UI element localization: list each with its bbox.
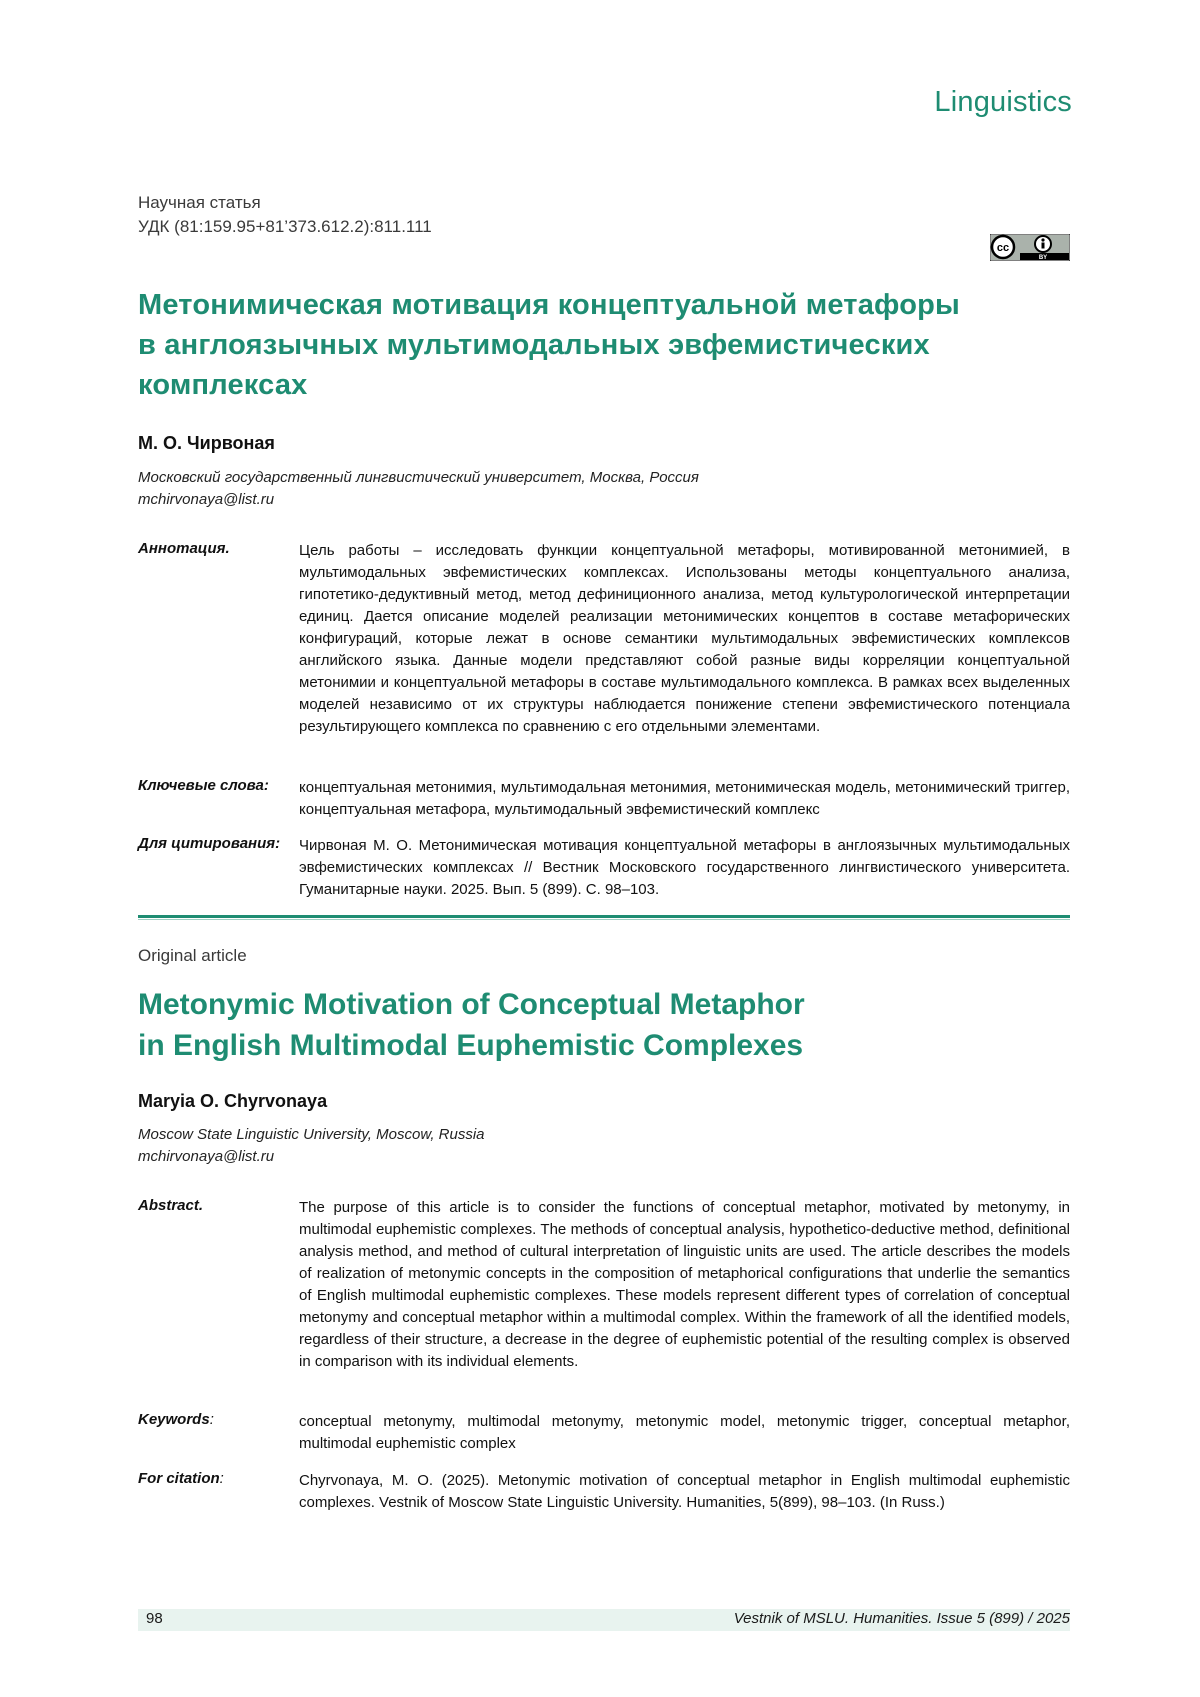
title-en-line-2: in English Multimodal Euphemistic Complexes [138, 1025, 803, 1066]
citation-en-label: For citation: [138, 1470, 224, 1487]
page-number: 98 [146, 1610, 163, 1627]
title-ru-line-1: Метонимическая мотивация концептуальной метафоры [138, 285, 960, 325]
cc-text: cc [997, 242, 1009, 254]
article-type-en: Original article [138, 946, 247, 966]
keywords-ru-row [138, 777, 1070, 823]
keywords-en-row [138, 1411, 1070, 1457]
email-en[interactable]: mchirvonaya@list.ru [138, 1146, 274, 1168]
title-ru-line-2: в англоязычных мультимодальных эвфемистических [138, 325, 930, 365]
abstract-ru-label: Аннотация. [138, 540, 230, 557]
author-en: Maryia O. Chyrvonaya [138, 1091, 327, 1112]
citation-ru-row [138, 835, 1070, 903]
citation-ru-label: Для цитирования: [138, 835, 280, 852]
article-type-ru: Научная статья [138, 193, 261, 213]
keywords-ru-label: Ключевые слова: [138, 777, 269, 794]
keywords-en-text: conceptual metonymy, multimodal metonymy, metonymic model, metonymic trigger, conceptual metaphor, multimodal euphemistic complex [299, 1411, 1070, 1455]
abstract-ru-row [138, 540, 1070, 760]
by-text: BY [1039, 255, 1047, 261]
abstract-en-row [138, 1197, 1070, 1409]
section-heading: Linguistics [934, 86, 1072, 119]
keywords-ru-text: концептуальная метонимия, мультимодальная метонимия, метонимическая модель, метонимический триггер, концептуальная метафора, мультимодальный эвфемистический комплекс [299, 777, 1070, 821]
citation-en-text: Chyrvonaya, M. O. (2025). Metonymic motivation of conceptual metaphor in English multimodal euphemistic complexes. Vestnik of Moscow State Linguistic University. Humanities, 5(899), 98–103. (In Russ.) [299, 1470, 1070, 1514]
abstract-en-text: The purpose of this article is to consider the functions of conceptual metaphor, motivated by metonymy, in multimodal euphemistic complexes. The methods of conceptual analysis, hypothetico-deductive method, definitional analysis method, and method of cultural interpretation of linguistic units are used. The article describes the models of realization of metonymic concepts in the composition of metaphorical configurations that underlie the semantics of English multimodal euphemistic complexes. These models represent different types of correlation of conceptual metonymy and conceptual metaphor within a multimodal complex. Within the framework of all the identified models, regardless of their structure, a decrease in the degree of euphemistic potential of the resulting complex is observed in comparison with its individual elements. [299, 1197, 1070, 1373]
abstract-ru-text: Цель работы – исследовать функции концептуальной метафоры, мотивированной метонимией, в мультимодальных эвфемистических комплексах. Использованы методы концептуального анализа, гипотетико-дедуктивный метод, метод дефиниционного анализа, метод культурологической интерпретации единиц. Дается описание моделей реализации метонимических концептов в составе метафорических конфигураций, которые лежат в основе семантики мультимодальных эвфемистических комплексов английского языка. Данные модели представляют собой разные виды корреляции концептуальной метонимии и концептуальной метафоры в составе мультимодального комплекса. В рамках всех выделенных моделей независимо от их структуры наблюдается понижение степени эвфемистического потенциала результирующего комплекса по сравнению с его отдельными элементами. [299, 540, 1070, 738]
title-ru-line-3: комплексах [138, 365, 307, 405]
abstract-en-label: Abstract. [138, 1197, 203, 1214]
keywords-en-label: Keywords: [138, 1411, 214, 1428]
citation-ru-text: Чирвоная М. О. Метонимическая мотивация концептуальной метафоры в англоязычных мультимодальных эвфемистических комплексах // Вестник Московского государственного лингвистического университета. Гуманитарные науки. 2025. Вып. 5 (899). С. 98–103. [299, 835, 1070, 901]
citation-en-row [138, 1470, 1070, 1538]
cc-by-license-icon [990, 234, 1070, 261]
udk-code: УДК (81:159.95+81’373.612.2):811.111 [138, 217, 432, 237]
section-divider-thin [138, 919, 1070, 920]
section-divider [138, 915, 1070, 918]
journal-footer: Vestnik of MSLU. Humanities. Issue 5 (899) / 2025 [734, 1610, 1070, 1627]
title-en-line-1: Metonymic Motivation of Conceptual Metaphor [138, 984, 805, 1025]
author-ru: М. О. Чирвоная [138, 433, 275, 454]
affiliation-ru: Московский государственный лингвистический университет, Москва, Россия [138, 467, 699, 489]
email-ru[interactable]: mchirvonaya@list.ru [138, 489, 274, 511]
affiliation-en: Moscow State Linguistic University, Moscow, Russia [138, 1124, 485, 1146]
